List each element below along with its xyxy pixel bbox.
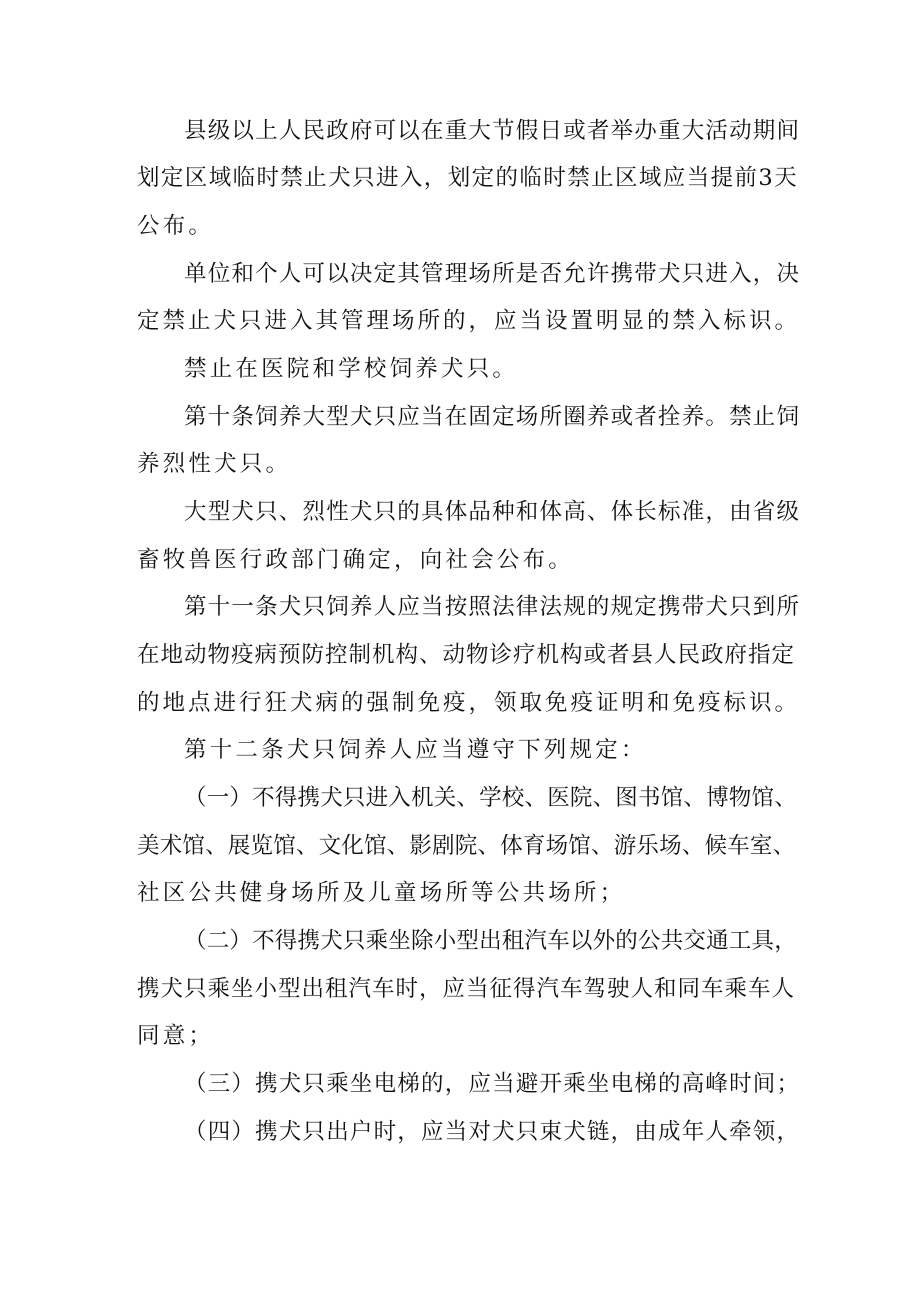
text-line: （四）携犬只出户时，应当对犬只束犬链，由成年人牵领，	[184, 1119, 801, 1145]
text-line: （二）不得携犬只乘坐除小型出租汽车以外的公共交通工具，	[184, 928, 797, 954]
text-line: 在地动物疫病预防控制机构、动物诊疗机构或者县人民政府指定	[137, 642, 796, 668]
text-line: 县级以上人民政府可以在重大节假日或者举办重大活动期间	[184, 118, 801, 144]
text-line: 第十二条犬只饲养人应当遵守下列规定：	[184, 737, 647, 763]
text-line: 第十一条犬只饲养人应当按照法律法规的规定携带犬只到所	[184, 594, 801, 620]
text-line: 养烈性犬只。	[137, 451, 292, 477]
text-line: 携犬只乘坐小型出租汽车时，应当征得汽车驾驶人和同车乘车人	[137, 976, 796, 1002]
text-line: 的地点进行狂犬病的强制免疫，领取免疫证明和免疫标识。	[137, 690, 801, 716]
text-line: 畜牧兽医行政部门确定，向社会公布。	[137, 547, 574, 573]
text-line: 同意；	[137, 1023, 215, 1049]
text-line: 美术馆、展览馆、文化馆、影剧院、体育场馆、游乐场、候车室、	[137, 833, 796, 859]
text-line: （一）不得携犬只进入机关、学校、医院、图书馆、博物馆、	[184, 785, 797, 811]
text-line: 大型犬只、烈性犬只的具体品种和体高、体长标准，由省级	[184, 499, 801, 525]
text-line: 公布。	[137, 213, 215, 239]
text-line: 禁止在医院和学校饲养犬只。	[184, 356, 519, 382]
text-line: 定禁止犬只进入其管理场所的，应当设置明显的禁入标识。	[137, 308, 801, 334]
text-line: 单位和个人可以决定其管理场所是否允许携带犬只进入，决	[184, 261, 801, 287]
text-line: 划定区域临时禁止犬只进入，划定的临时禁止区域应当提前3天	[137, 165, 799, 191]
text-line: 第十条饲养大型犬只应当在固定场所圈养或者拴养。禁止饲	[184, 404, 801, 430]
text-line: （三）携犬只乘坐电梯的，应当避开乘坐电梯的高峰时间；	[184, 1071, 801, 1097]
text-line: 社区公共健身场所及儿童场所等公共场所；	[137, 880, 626, 906]
